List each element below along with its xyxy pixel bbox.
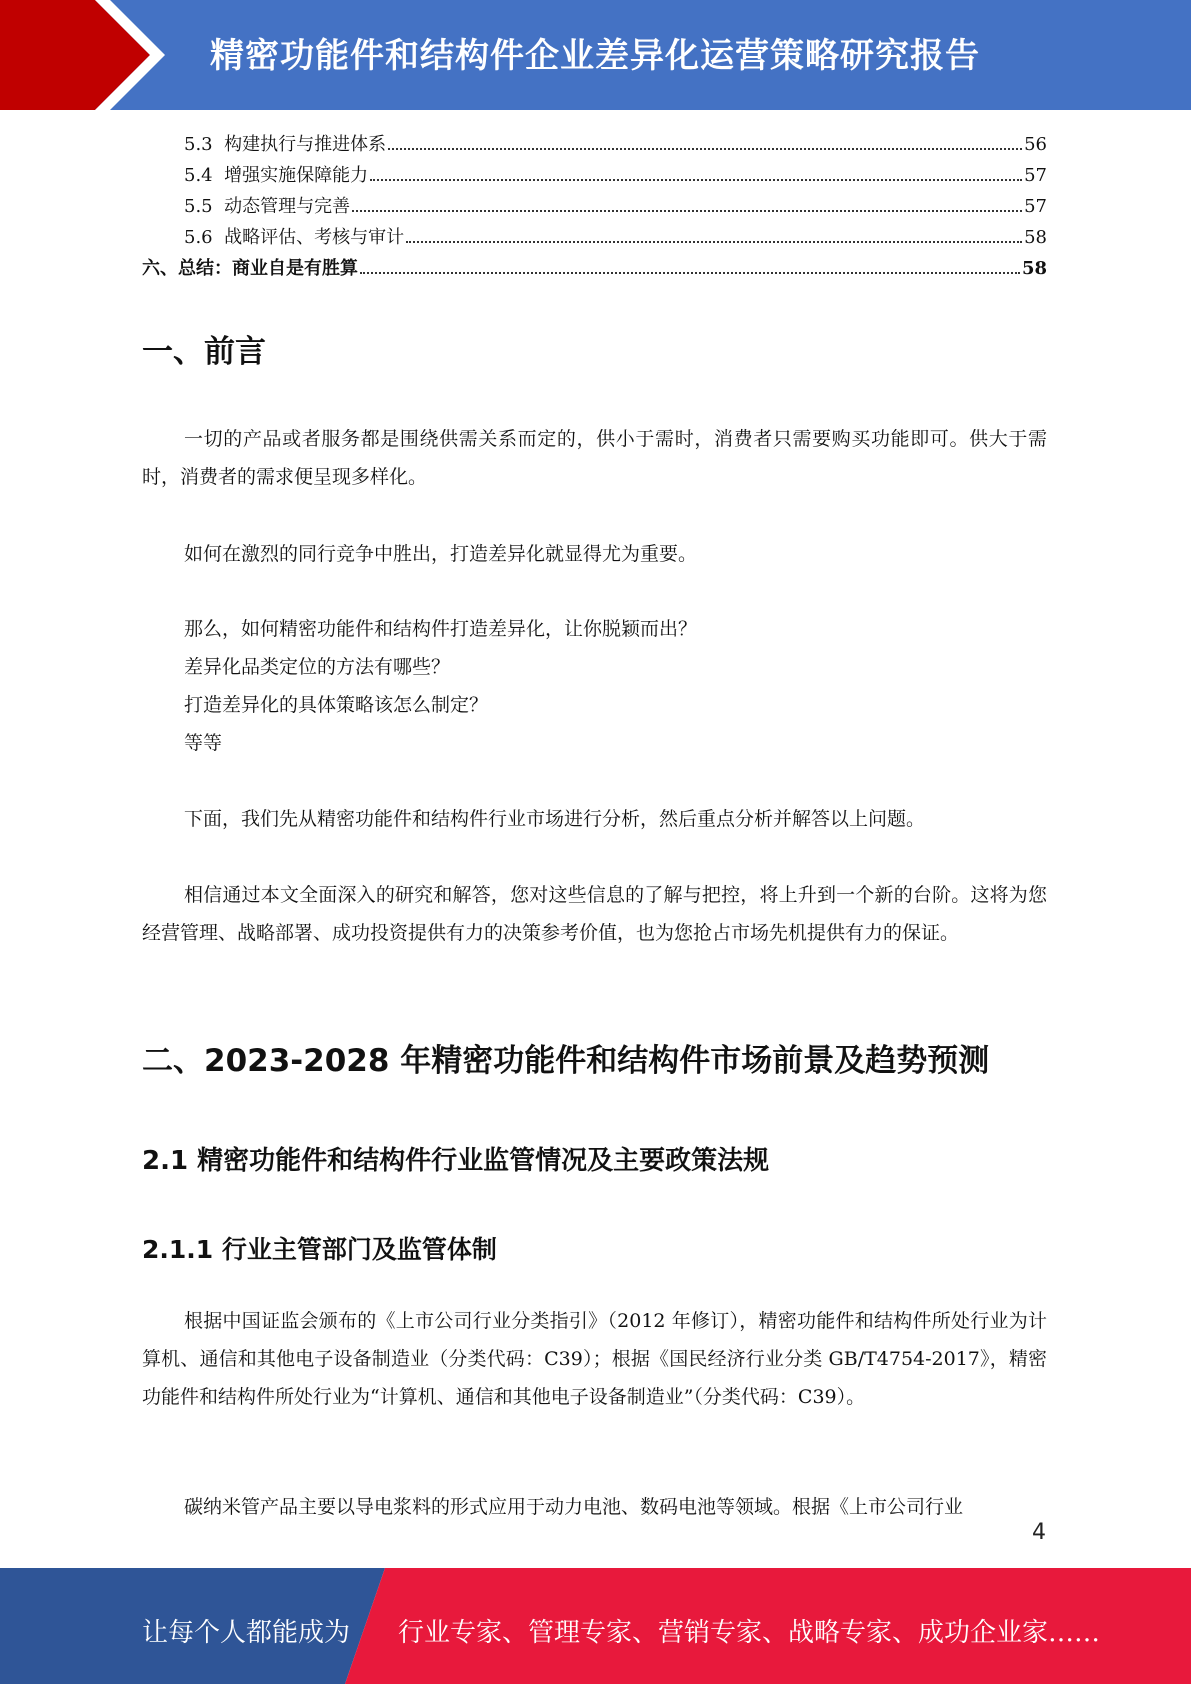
- toc-leader: [352, 210, 1022, 212]
- subsubsection-heading: 2.1.1 行业主管部门及监管体制: [142, 1235, 497, 1264]
- toc-number: 5.4: [184, 165, 213, 186]
- paragraph: 一切的产品或者服务都是围绕供需关系而定的，供小于需时，消费者只需要购买功能即可。供大于需时，消费者的需求便呈现多样化。: [142, 428, 1047, 488]
- page-number: 4: [1032, 1520, 1046, 1545]
- toc-leader: [406, 241, 1022, 243]
- question-line: 等等: [184, 732, 223, 754]
- toc-page: 57: [1024, 196, 1047, 217]
- footer-banner: [0, 1568, 1191, 1684]
- toc-title: 增强实施保障能力: [224, 165, 369, 186]
- toc-title: 总结：商业自是有胜算: [178, 258, 358, 279]
- question-line: 那么，如何精密功能件和结构件打造差异化，让你脱颖而出？: [184, 618, 698, 640]
- paragraph: 如何在激烈的同行竞争中胜出，打造差异化就显得尤为重要。: [184, 543, 698, 565]
- toc-number: 六、: [142, 258, 178, 279]
- question-line: 打造差异化的具体策略该怎么制定？: [184, 694, 489, 716]
- toc-page: 58: [1021, 258, 1047, 279]
- toc-entry[interactable]: [142, 130, 1047, 161]
- table-of-contents: [142, 130, 1047, 285]
- paragraph: 下面，我们先从精密功能件和结构件行业市场进行分析，然后重点分析并解答以上问题。: [184, 808, 926, 830]
- toc-leader: [388, 148, 1022, 150]
- toc-entry[interactable]: [142, 161, 1047, 192]
- toc-page: 58: [1024, 227, 1047, 248]
- section-heading: 二、2023-2028 年精密功能件和结构件市场前景及趋势预测: [142, 1043, 990, 1079]
- report-title: 精密功能件和结构件企业差异化运营策略研究报告: [210, 36, 980, 76]
- footer-slogan-left: 让每个人都能成为: [142, 1618, 351, 1648]
- header-banner: [0, 0, 1191, 110]
- paragraph: 碳纳米管产品主要以导电浆料的形式应用于动力电池、数码电池等领域。根据《上市公司行业: [184, 1496, 964, 1518]
- toc-number: 5.6: [184, 227, 213, 248]
- toc-entry[interactable]: [142, 223, 1047, 254]
- toc-page: 56: [1024, 134, 1047, 155]
- toc-title: 动态管理与完善: [224, 196, 351, 217]
- section-heading: 一、前言: [142, 334, 266, 370]
- paragraph: 根据中国证监会颁布的《上市公司行业分类指引》（2012 年修订），精密功能件和结构件所处行业为计算机、通信和其他电子设备制造业（分类代码：C39）；根据《国民经济行业分类 GB/T4754-2017》，精密功能件和结构件所处行业为“计算机、通信和其他电子设备制造业”（分类代码：C39）。: [142, 1310, 1047, 1408]
- subsection-heading: 2.1 精密功能件和结构件行业监管情况及主要政策法规: [142, 1146, 770, 1176]
- toc-number: 5.5: [184, 196, 213, 217]
- toc-page: 57: [1024, 165, 1047, 186]
- toc-leader: [360, 272, 1020, 274]
- question-line: 差异化品类定位的方法有哪些？: [184, 656, 451, 678]
- toc-entry[interactable]: [142, 254, 1047, 285]
- toc-title: 战略评估、考核与审计: [224, 227, 405, 248]
- toc-entry[interactable]: [142, 192, 1047, 223]
- footer-slogan-right: 行业专家、管理专家、营销专家、战略专家、成功企业家……: [398, 1618, 1101, 1648]
- toc-leader: [370, 179, 1022, 181]
- toc-number: 5.3: [184, 134, 213, 155]
- toc-title: 构建执行与推进体系: [224, 134, 387, 155]
- paragraph: 相信通过本文全面深入的研究和解答，您对这些信息的了解与把控，将上升到一个新的台阶。这将为您经营管理、战略部署、成功投资提供有力的决策参考价值，也为您抢占市场先机提供有力的保证。: [142, 884, 1047, 944]
